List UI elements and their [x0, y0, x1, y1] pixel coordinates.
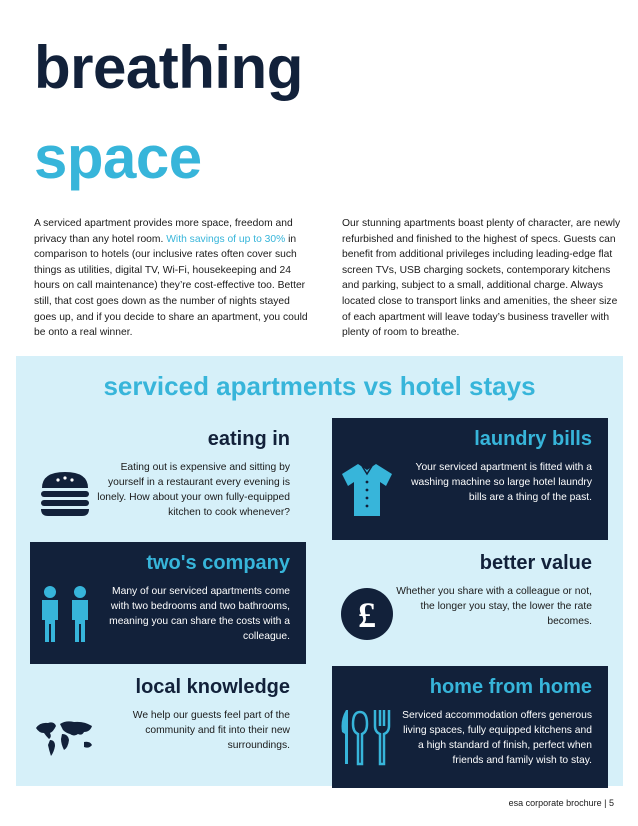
card-body: We help our guests feel part of the community and fit into their new surroundings. — [132, 710, 290, 751]
cutlery-icon — [332, 706, 402, 766]
card-twos-company — [30, 542, 306, 664]
card-heading: local knowledge — [135, 676, 290, 698]
intro-right-paragraph: Our stunning apartments boast plenty of character, are newly refurbished and finished to the highest of specs. Guests can benefit from additional privileges including leading-edge flat screen TVs, USB charging sockets, contemporary kitchens and parking, subject to a small, additional charge. Always located close to transport links and amenities, the sheer size of each apartment will leave today’s business traveller with plenty of room to breathe. — [342, 218, 621, 339]
comparison-panel — [16, 356, 623, 786]
comparison-title: serviced apartments vs hotel stays — [103, 371, 536, 401]
card-heading: better value — [479, 552, 592, 574]
card-eating-in — [30, 418, 306, 540]
intro-left-paragraph — [34, 216, 312, 341]
card-body: Serviced accommodation offers generous living spaces, fully equipped kitchens and a high standard of finish, perfect when friends and family wish to stay. — [402, 710, 592, 766]
intro-left-text-end: in comparison to hotels (our inclusive rates often cover such things as utilities, digital TV, Wi-Fi, housekeeping and 24 hours on call maintenance) they’re cost-effective too. Better still, that cost goes down as the number of nights stayed goes up, and if you decide to share an apartment, you could be onto a real winner. — [34, 233, 308, 339]
card-heading: home from home — [429, 676, 592, 698]
savings-highlight: With savings of up to 30% — [166, 233, 286, 245]
burger-icon — [30, 458, 100, 518]
card-body: Whether you share with a colleague or not, the longer you stay, the lower the rate becomes. — [396, 586, 592, 627]
card-heading: laundry bills — [474, 428, 592, 450]
shirt-icon — [332, 458, 402, 518]
card-heading: two's company — [146, 552, 290, 574]
card-body: Your serviced apartment is fitted with a washing machine so large hotel laundry bills are a thing of the past. — [411, 462, 592, 503]
heading-line-2: space — [34, 124, 202, 191]
card-home-from-home — [332, 666, 608, 788]
page-footer: esa corporate brochure | 5 — [508, 798, 614, 808]
world-map-icon — [30, 706, 100, 766]
two-people-icon — [30, 582, 100, 642]
card-local-knowledge — [30, 666, 306, 788]
svg-text:£: £ — [358, 595, 376, 635]
heading-line-1: breathing — [34, 34, 303, 101]
card-better-value — [332, 542, 608, 664]
intro-left-text-start: A serviced apartment provides more space, freedom and privacy than any hotel room. — [34, 218, 293, 245]
pound-icon — [332, 582, 402, 642]
card-body: Many of our serviced apartments come with two bedrooms and two bathrooms, meaning you can share the costs with a colleague. — [109, 586, 290, 642]
card-body: Eating out is expensive and sitting by yourself in a restaurant every evening is lonely. How about your own fully-equipped kitchen to cook whenever? — [97, 462, 290, 518]
card-laundry-bills — [332, 418, 608, 540]
card-heading: eating in — [207, 428, 290, 450]
